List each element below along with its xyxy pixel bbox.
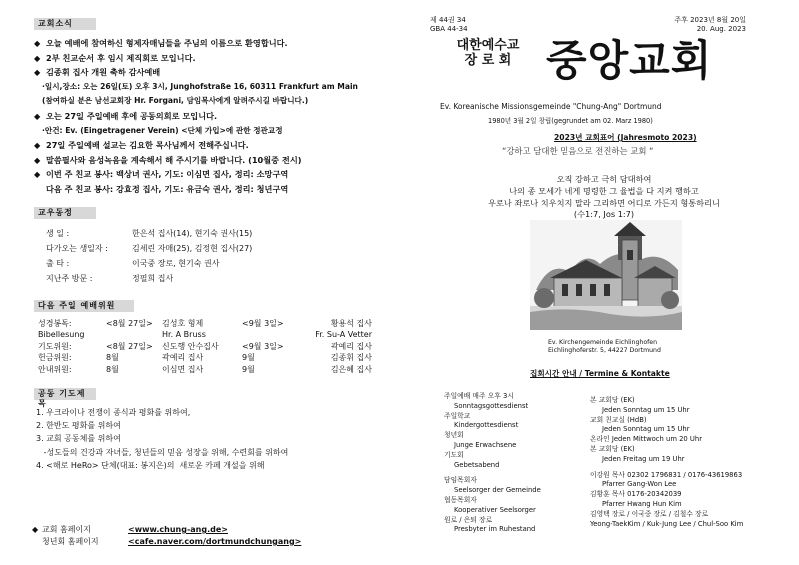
link-url[interactable]: <cafe.naver.com/dortmundchungang> xyxy=(128,537,302,546)
news-item xyxy=(34,94,374,109)
service-cell: 곽예리 집사 xyxy=(162,353,204,363)
schedule-row: Jeden Freitag um 19 Uhr xyxy=(602,454,685,463)
diamond-bullet-icon: ◆ xyxy=(34,67,41,78)
prayer-item: 1. 우크라이나 전쟁이 종식과 평화를 위하여, xyxy=(36,407,191,417)
attendance-header: 교우동정 xyxy=(34,207,96,219)
schedule-row: 김황훈 목사 0176-20342039 xyxy=(590,490,682,499)
attendance-row xyxy=(34,241,374,256)
service-cell: <8월 27일> xyxy=(106,341,153,351)
diamond-bullet-icon: ◆ xyxy=(34,38,41,48)
attendance-value: 김세린 자매(25), 김정현 집사(27) xyxy=(132,243,253,253)
service-cell: 이심면 집사 xyxy=(162,364,204,374)
news-text: ·일시,장소: 오는 26일(토) 오후 3시, Junghofstraße 16, 60311 Frankfurt am Main xyxy=(42,81,358,91)
service-cell: Hr. A Bruss xyxy=(162,330,206,340)
schedule-row: 온라인 Jeden Mittwoch um 20 Uhr xyxy=(590,435,702,444)
service-header: 다음 주일 예배위원 xyxy=(34,300,134,312)
news-text: 2부 친교순서 후 임시 제직회로 모입니다. xyxy=(46,52,196,63)
service-cell: 8월 xyxy=(106,364,119,374)
schedule-row: Jeden Sonntag um 15 Uhr xyxy=(602,405,690,414)
verse-line: 우로나 좌로나 치우치지 말라 그리하면 어디로 가든지 형통하리니 xyxy=(488,197,720,208)
service-cell xyxy=(106,329,162,341)
schedule-row: 이강원 목사 02302 1796831 / 0176-43619863 xyxy=(590,470,743,479)
diamond-bullet-icon: ◆ xyxy=(34,110,41,121)
diamond-bullet-icon: ◆ xyxy=(34,154,41,165)
service-cell: 헌금위원: xyxy=(38,353,72,363)
service-cell: Bibellesung xyxy=(38,330,85,340)
attendance-label: 출 타 : xyxy=(46,258,70,268)
schedule-row: Yeong-TaekKim / Kuk-Jung Lee / Chul-Soo Kim xyxy=(590,519,744,528)
volume-info xyxy=(430,16,468,34)
church-illustration xyxy=(530,220,682,330)
schedule-row: 담임목회자 xyxy=(444,476,477,485)
diamond-bullet-icon: ◆ xyxy=(34,140,41,151)
news-text: 다음 주 친교 봉사: 강효정 집사, 기도: 유금숙 권사, 정리: 청년구역 xyxy=(46,183,289,194)
schedule-right xyxy=(590,396,743,529)
attendance-value: 이국중 장로, 현기숙 권사 xyxy=(132,258,220,268)
link-url[interactable]: <www.chung-ang.de> xyxy=(128,525,228,534)
bible-verse xyxy=(454,174,754,221)
schedule-row: 원로 / 은퇴 장로 xyxy=(444,515,493,524)
attendance-row xyxy=(34,256,374,271)
attendance-label: 다가오는 생일자 : xyxy=(46,243,108,253)
link-label: 청년회 홈페이지 xyxy=(42,537,99,546)
prayer-item: 2. 한반도 평화를 위하여 xyxy=(36,420,121,430)
attendance-label: 지난주 방문 : xyxy=(46,273,93,283)
news-text: 오는 27일 주일예배 후에 공동의회로 모입니다. xyxy=(46,110,218,121)
news-item xyxy=(34,109,374,124)
news-item xyxy=(34,182,374,197)
schedule-row: Kindergottesdienst xyxy=(454,421,519,430)
date-korean: 주후 2023년 8월 20일 xyxy=(674,16,746,24)
schedule-row: 주일예배 매주 오후 3시 xyxy=(444,392,514,400)
founded-date: 1980년 3월 2일 창립(gegrundet am 02. Marz 1980) xyxy=(488,117,653,125)
service-table xyxy=(34,318,374,376)
motto-header: 2023년 교회표어 (Jahresmoto 2023) xyxy=(554,133,697,142)
schedule-row: 김영택 장로 / 이국중 장로 / 김철수 장로 xyxy=(590,509,709,518)
service-cell: 황용석 집사 xyxy=(330,318,372,328)
service-cell xyxy=(242,329,302,341)
denomination-line-1: 대한예수교 xyxy=(456,38,520,53)
news-header: 교회소식 xyxy=(34,18,96,30)
volume-code: GBA 44-34 xyxy=(430,25,468,33)
left-column xyxy=(34,18,374,473)
prayer-item: -성도들의 건강과 자녀들, 청년들의 믿음 성장을 위해, 수련회를 위하여 xyxy=(36,447,289,457)
service-row xyxy=(34,329,374,341)
service-cell: 김성호 형제 xyxy=(162,318,204,328)
caption-line: Eichlinghoferstr. 5, 44227 Dortmund xyxy=(548,347,661,355)
date-german: 20. Aug. 2023 xyxy=(696,25,746,33)
prayer-list xyxy=(34,406,374,473)
schedule-row: Pfarrer Hwang Hun Kim xyxy=(602,499,682,508)
news-item xyxy=(34,65,374,80)
news-text: (참여하실 분은 남선교회장 Hr. Forgani, 담임목사에게 알려주시길 바랍니다.) xyxy=(42,96,309,106)
diamond-bullet-icon: ◆ xyxy=(32,525,39,534)
attendance-row xyxy=(34,271,374,286)
news-item xyxy=(34,138,374,153)
service-row xyxy=(34,318,374,330)
attendance-row xyxy=(34,226,374,241)
prayer-item: 4. <해로 HeRo> 단체(대표: 봉지은)의 새로운 카페 개설을 위해 xyxy=(36,461,265,471)
schedule-row: 청년회 xyxy=(444,431,464,440)
schedule-row: Pfarrer Gang-Won Lee xyxy=(602,480,677,489)
link-row xyxy=(42,536,301,548)
church-caption xyxy=(548,339,661,356)
news-item xyxy=(34,167,374,182)
schedule-header: 집회시간 안내 / Termine & Kontakte xyxy=(530,369,670,378)
volume-number: 제 44권 34 xyxy=(430,16,466,24)
prayer-item: 3. 교회 공동체를 위하여 xyxy=(36,434,121,444)
caption-line: Ev. Kirchengemeinde Eichlinghofen xyxy=(548,339,658,346)
diamond-bullet-icon: ◆ xyxy=(34,52,41,63)
schedule-row: Kooperativer Seelsorger xyxy=(454,505,536,514)
service-row xyxy=(34,352,374,364)
denomination xyxy=(438,38,538,68)
schedule-row: 기도회 xyxy=(444,450,464,459)
schedule-row: Sonntagsgottesdienst xyxy=(454,401,529,410)
news-text: ·안건: Ev. (Eingetragener Verein) <단체 가입>에 관한 정관교정 xyxy=(42,125,283,135)
denomination-line-2: 장 로 회 xyxy=(464,53,512,68)
news-item xyxy=(34,80,374,95)
service-cell: 김종휘 집사 xyxy=(330,353,372,363)
service-cell: <9월 3일> xyxy=(242,341,284,351)
service-cell: 9월 xyxy=(242,353,255,363)
news-item xyxy=(34,124,374,139)
schedule-row: 교회 친교실 (HdB) xyxy=(590,415,647,424)
service-row xyxy=(34,341,374,353)
service-cell: 기도위원: xyxy=(38,341,72,351)
news-item xyxy=(34,153,374,168)
news-text: 말씀필사와 음성녹음을 계속해서 해 주시기를 바랍니다. (10월중 전시) xyxy=(46,154,302,165)
schedule-left xyxy=(444,392,541,535)
service-cell: <8월 27일> xyxy=(106,318,153,328)
schedule-row: Junge Erwachsene xyxy=(454,440,517,449)
service-cell: <9월 3일> xyxy=(242,318,284,328)
news-text: 27일 주일예배 설교는 김요한 목사님께서 전해주십니다. xyxy=(46,140,249,151)
service-cell: 성경봉독: xyxy=(38,318,72,328)
german-name: Ev. Koreanische Missionsgemeinde "Chung-Ang" Dortmund xyxy=(440,102,662,111)
schedule-row: 협동목회자 xyxy=(444,495,477,504)
service-cell: 8월 xyxy=(106,353,119,363)
news-text: 오늘 예배에 참여하신 형제자매님들을 주님의 이름으로 환영합니다. xyxy=(46,38,288,48)
attendance-label: 생 일 : xyxy=(46,228,70,238)
service-cell: 신도행 안수집사 xyxy=(162,341,219,351)
news-item xyxy=(34,36,374,51)
schedule-row: 본 교회당 (EK) xyxy=(590,396,635,404)
prayer-header: 공동 기도제목 xyxy=(34,388,96,400)
link-row xyxy=(32,524,301,536)
schedule-row: 주일학교 xyxy=(444,411,471,420)
date-info xyxy=(674,16,746,34)
service-cell: 김은혜 집사 xyxy=(330,364,372,374)
service-row xyxy=(34,364,374,376)
links-section xyxy=(32,524,302,548)
news-list xyxy=(34,36,374,197)
verse-line: 나의 종 모세가 네게 명령한 그 율법을 다 지켜 행하고 xyxy=(509,185,699,196)
schedule-row: Seelsorger der Gemeinde xyxy=(454,486,541,495)
schedule-row: Presbyter im Ruhestand xyxy=(454,525,536,534)
news-item xyxy=(34,51,374,66)
news-text: 이번 주 친교 봉사: 백상녀 권사, 기도: 이심면 집사, 정리: 소망구역 xyxy=(46,169,289,180)
service-cell: Fr. Su-A Vetter xyxy=(315,330,372,340)
link-label: 교회 홈페이지 xyxy=(42,525,91,534)
service-cell: 곽예리 집사 xyxy=(330,341,372,351)
service-cell: 안내위원: xyxy=(38,364,72,374)
attendance-value: 한은석 집사(14), 현기숙 권사(15) xyxy=(132,228,253,238)
service-cell: 9월 xyxy=(242,364,255,374)
news-text: 김종휘 집사 개원 축하 감사예배 xyxy=(46,67,161,78)
diamond-bullet-icon: ◆ xyxy=(34,169,41,180)
attendance-list xyxy=(34,226,374,286)
schedule-row: 본 교회당 (EK) xyxy=(590,444,635,453)
church-name: 중앙교회 xyxy=(546,36,713,85)
verse-line: 오직 강하고 극히 담대하여 xyxy=(556,174,652,184)
motto-text: “강하고 담대한 믿음으로 전진하는 교회 “ xyxy=(502,146,654,156)
schedule-row: Gebetsabend xyxy=(454,460,500,469)
schedule-row: Jeden Sonntag um 15 Uhr xyxy=(602,425,690,434)
attendance-value: 정필희 집사 xyxy=(132,273,174,283)
verse-reference: (수1:7, Jos 1:7) xyxy=(573,209,635,220)
